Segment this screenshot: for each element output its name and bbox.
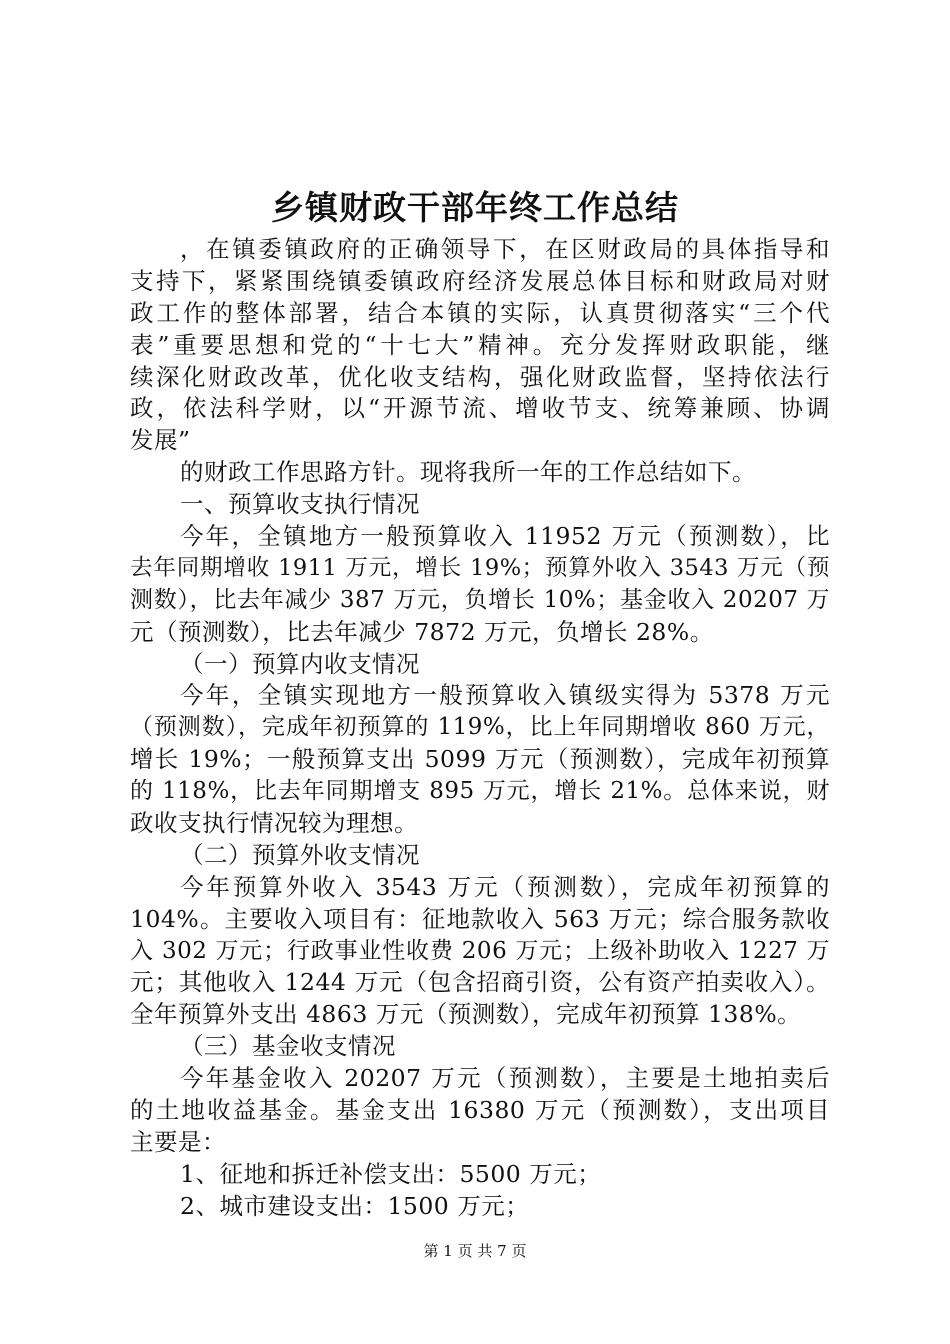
text-line: 今年，全镇地方一般预算收入 11952 万元（预测数），比: [180, 522, 830, 551]
text-line: 政收支执行情况较为理想。: [130, 809, 418, 838]
text-line: 元；其他收入 1244 万元（包含招商引资，公有资产拍卖收入）。: [130, 968, 830, 997]
text-line: 的财政工作思路方针。现将我所一年的工作总结如下。: [180, 458, 756, 487]
text-line: 增长 19%；一般预算支出 5099 万元（预测数），完成年初预算: [130, 745, 830, 774]
text-line: 去年同期增收 1911 万元，增长 19%；预算外收入 3543 万元（预: [130, 554, 830, 581]
text-line: 入 302 万元；行政事业性收费 206 万元；上级补助收入 1227 万: [130, 937, 830, 964]
text-line: 全年预算外支出 4863 万元（预测数），完成年初预算 138%。: [130, 1000, 802, 1029]
text-line: 今年，全镇实现地方一般预算收入镇级实得为 5378 万元: [180, 681, 830, 710]
text-line: （一）预算内收支情况: [180, 649, 420, 678]
page-footer: 第 1 页 共 7 页: [423, 1242, 527, 1260]
text-line: （预测数），完成年初预算的 119%，比上年同期增收 860 万元，: [130, 714, 830, 741]
text-line: 今年预算外收入 3543 万元（预测数），完成年初预算的: [180, 872, 830, 901]
text-line: （三）基金收支情况: [180, 1032, 396, 1061]
text-line: ，在镇委镇政府的正确领导下，在区财政局的具体指导和: [180, 235, 830, 263]
text-line: （二）预算外收支情况: [180, 840, 420, 869]
text-line: 表”重要思想和党的“十七大”精神。充分发挥财政职能，继: [130, 330, 830, 359]
text-line: 发展”: [130, 426, 191, 455]
text-line: 的土地收益基金。基金支出 16380 万元（预测数），支出项目: [130, 1096, 830, 1125]
document-title: 乡镇财政干部年终工作总结: [271, 188, 679, 227]
text-line: 一、预算收支执行情况: [180, 490, 420, 519]
text-line: 的 118%，比去年同期增支 895 万元，增长 21%。总体来说，财: [130, 778, 830, 805]
text-line: 1、征地和拆迁补偿支出：5500 万元；: [180, 1159, 602, 1188]
text-line: 主要是：: [130, 1127, 226, 1156]
text-line: 政工作的整体部署，结合本镇的实际，认真贯彻落实“三个代: [130, 298, 830, 327]
text-line: 104%。主要收入项目有：征地款收入 563 万元；综合服务款收: [130, 904, 830, 933]
text-line: 2、城市建设支出：1500 万元；: [180, 1191, 530, 1220]
text-line: 政，依法科学财，以“开源节流、增收节支、统筹兼顾、协调: [130, 394, 830, 423]
text-line: 今年基金收入 20207 万元（预测数），主要是土地拍卖后: [180, 1064, 830, 1093]
text-line: 元（预测数），比去年减少 7872 万元，负增长 28%。: [130, 617, 714, 646]
text-line: 支持下，紧紧围绕镇委镇政府经济发展总体目标和财政局对财: [130, 266, 830, 295]
document-body: [130, 234, 830, 1223]
text-line: 测数），比去年减少 387 万元，负增长 10%；基金收入 20207 万: [130, 586, 830, 613]
text-line: 续深化财政改革，优化收支结构，强化财政监督，坚持依法行: [130, 362, 830, 391]
